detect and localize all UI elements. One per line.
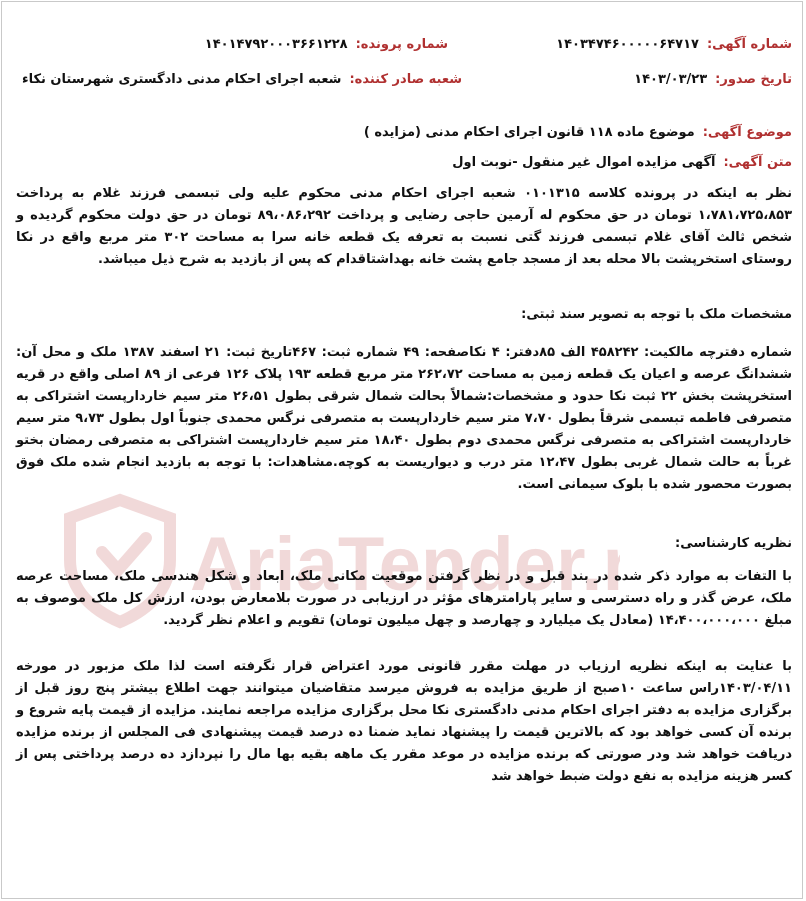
subject-label: موضوع آگهی: (702, 125, 792, 140)
body-paragraph-2 (16, 304, 792, 326)
ad-number-value: ۱۴۰۳۴۷۴۶۰۰۰۰۰۶۴۷۱۷ (556, 37, 699, 52)
issuing-branch-value: شعبه اجرای احکام مدنی دادگستری شهرستان نکاء (21, 72, 342, 87)
ad-text (452, 154, 792, 172)
expert-opinion: با التفات به موارد ذکر شده در بند قبل و در نظر گرفتن موقعیت مکانی ملک، ابعاد و شکل هندسی ملک، مساحت عرصه ملک، عرض گذر و راه دسترسی و سایر پارامترهای مؤثر در ارزیابی در صورت بلامعارض بودن، ارزش کل ملک موصوف به مبلغ ۱۴،۴۰۰،۰۰۰،۰۰۰ (معادل یک میلیارد و چهارصد و چهل میلیون تومان) تقویم و اعلام نظر گردید. (16, 569, 792, 628)
ad-number (556, 36, 792, 54)
issuing-branch-label: شعبه صادر کننده: (349, 72, 462, 87)
ad-text-label: متن آگهی: (723, 155, 792, 170)
issue-date-value: ۱۴۰۳/۰۳/۲۳ (634, 72, 708, 87)
body-paragraph-1 (16, 183, 792, 271)
property-specs-heading: مشخصات ملک با توجه به تصویر سند ثبتی: (521, 307, 792, 322)
auction-terms: با عنایت به اینکه نظریه ارزیاب در مهلت مقرر قانونی مورد اعتراض قرار نگرفته است لذا ملک مزبور در مورخه ۱۴۰۳/۰۴/۱۱راس ساعت ۱۰صبح از طریق مزایده به فروش میرسد متقاضیان میتوانند جهت اطلاع بیشتر پنج روز قبل از برگزاری مزایده به دفتر اجرای احکام مدنی دادگستری نکا محل برگزاری مزایده مراجعه نمایند. مزایده از قیمت پایه شروع و برنده آن کسی خواهد بود که بالاترین قیمت را پیشنهاد نماید ضمنا ده درصد قیمت پیشنهادی فی المجلس از برنده مزایده دریافت خواهد شد ودر صورتی که برنده مزایده در موعد مقرر یک ماهه بقیه بها مال را نپردازد ده درصد پرداختی پس از کسر هزینه مزایده به نفع دولت ضبط خواهد شد (16, 659, 792, 784)
case-number-value: ۱۴۰۱۴۷۹۲۰۰۰۳۶۶۱۲۲۸ (204, 37, 348, 52)
body-paragraph-4 (16, 533, 792, 555)
issuing-branch (22, 71, 462, 89)
issue-date (634, 71, 792, 89)
case-number-label: شماره پرونده: (355, 37, 448, 52)
property-specs: شماره دفترچه مالکیت: ۴۵۸۲۴۲ الف ۸۵دفتر: ۴ نکاصفحه: ۴۹ شماره ثبت: ۴۶۷تاریخ ثبت: ۲۱ اسفند ۱۳۸۷ ملک و محل آن: ششدانگ عرصه و اعیان یک قطعه زمین به مساحت ۲۶۲،۷۲ متر مربع قطعه ۱۹۳ پلاک ۱۲۶ فرعی از ۸۹ اصلی واقع در قریه استخرپشت بخش ۲۲ ثبت نکا حدود و مشخصات:شمالاً بحالت شمال شرقی بطول ۲۶،۵۱ متر سیم خاردارپست اشتراکی به متصرفی فاطمه تبسمی شرقاً بطول ۷،۷۰ متر سیم خاردارپست به متصرفی نرگس محمدی جنوباً اول بطول ۹،۷۳ متر سیم خاردارپست اشتراکی به متصرفی نرگس محمدی دوم بطول ۱۸،۴۰ متر سیم خاردارپست اشتراکی به متصرفی رمضان بختو غرباً به حالت شمال غربی بطول ۱۲،۴۷ متر درب و دیواریست به کوچه.مشاهدات: با توجه به بازدید انجام شده ملک فوق بصورت محصور شده با بلوک سیمانی است. (16, 345, 793, 492)
expert-opinion-heading: نظریه کارشناسی: (675, 536, 792, 551)
case-number (205, 36, 448, 54)
issue-date-label: تاریخ صدور: (715, 72, 792, 87)
ad-number-label: شماره آگهی: (706, 37, 792, 52)
body-paragraph-6 (16, 656, 792, 788)
ad-text-value: آگهی مزایده اموال غیر منقول -نوبت اول (452, 155, 716, 170)
subject-value: موضوع ماده ۱۱۸ قانون اجرای احکام مدنی (مزایده ) (363, 125, 695, 140)
subject (364, 124, 792, 142)
body-paragraph-5 (16, 566, 792, 632)
paragraph-intro: نظر به اینکه در پرونده کلاسه ۰۱۰۱۳۱۵ شعبه اجرای احکام مدنی محکوم علیه ولی تبسمی فرزند غلام به پرداخت ۱،۷۸۱،۷۲۵،۸۵۳ تومان در حق محکوم له آرمین حاجی رضایی و پرداخت ۸۹،۰۸۶،۲۹۲ تومان در حق دولت محکوم گردیده و شخص ثالث آقای غلام تبسمی فرزند گتی نسبت به تعرفه یک قطعه خانه سرا به مساحت ۳۰۲ متر مربع واقع در نکا روستای استخرپشت بالا محله بعد از مسجد جامع پشت خانه بهداشتاقدام که پس از بازدید به شرح ذیل میباشد. (16, 186, 793, 267)
watermark-text: AriaTender. (190, 522, 603, 607)
body-paragraph-3 (16, 342, 792, 496)
